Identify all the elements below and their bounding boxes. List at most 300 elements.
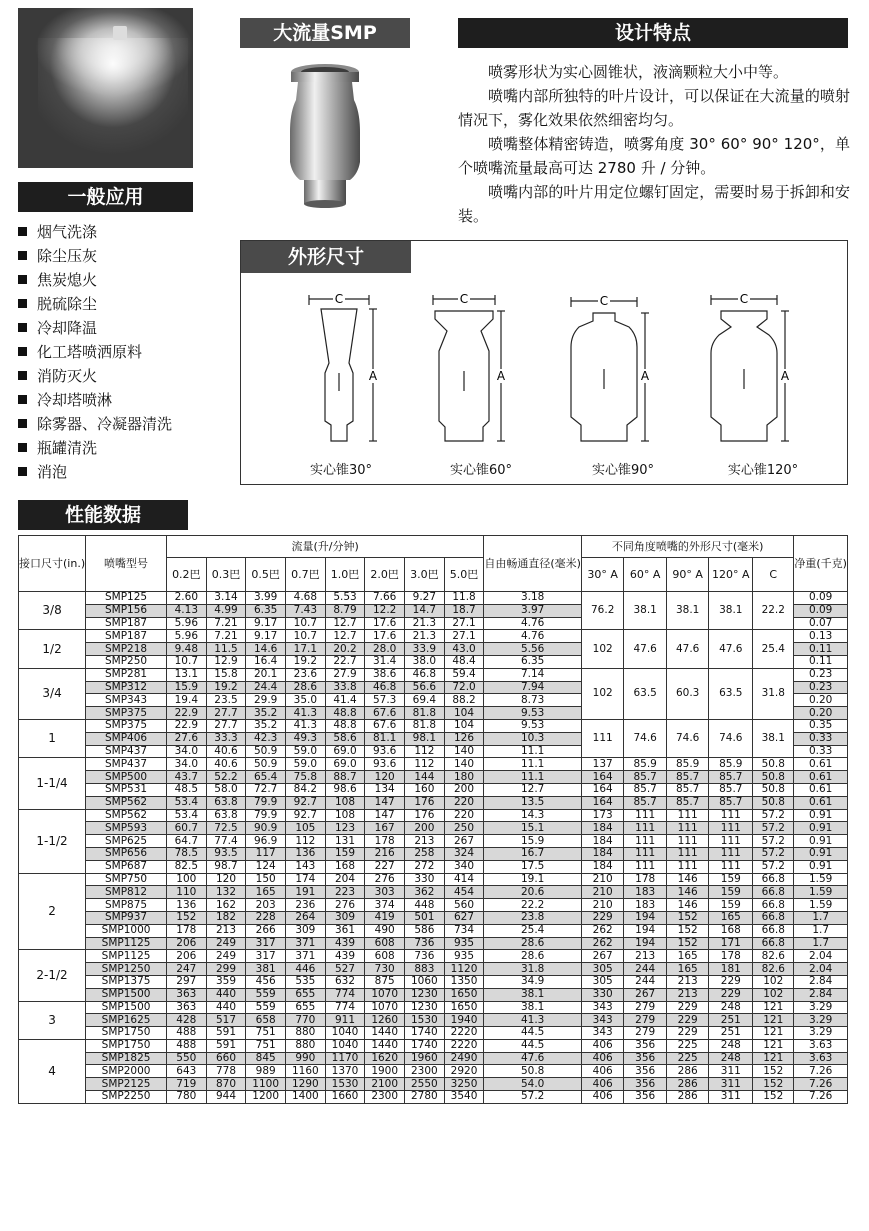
model-cell: SMP375 bbox=[86, 707, 167, 720]
flow-cell: 324 bbox=[444, 847, 484, 860]
dimension-cell: 225 bbox=[666, 1039, 708, 1052]
dimension-cell: 111 bbox=[666, 860, 708, 873]
table-row bbox=[19, 886, 848, 899]
dimension-cell: 248 bbox=[709, 1052, 753, 1065]
flow-cell: 309 bbox=[286, 924, 326, 937]
dimension-cell: 184 bbox=[581, 847, 623, 860]
table-row bbox=[19, 963, 848, 976]
flow-cell: 870 bbox=[206, 1078, 246, 1091]
model-cell: SMP812 bbox=[86, 886, 167, 899]
flow-cell: 200 bbox=[444, 783, 484, 796]
model-cell: SMP375 bbox=[86, 719, 167, 732]
dimension-cell: 178 bbox=[709, 950, 753, 963]
flow-cell: 935 bbox=[444, 937, 484, 950]
flow-cell: 845 bbox=[246, 1052, 286, 1065]
flow-cell: 774 bbox=[325, 1001, 365, 1014]
flow-cell: 655 bbox=[286, 1001, 326, 1014]
flow-cell: 1170 bbox=[325, 1052, 365, 1065]
free-passage-cell: 9.53 bbox=[484, 719, 582, 732]
flow-cell: 559 bbox=[246, 988, 286, 1001]
dimension-cell: 38.1 bbox=[624, 592, 666, 630]
dimensions-header: 外形尺寸 bbox=[241, 241, 411, 273]
model-cell: SMP2250 bbox=[86, 1091, 167, 1104]
dimension-cell: 165 bbox=[666, 950, 708, 963]
flow-cell: 586 bbox=[405, 924, 445, 937]
weight-cell: 2.04 bbox=[794, 963, 848, 976]
design-features-text bbox=[458, 60, 850, 228]
flow-cell: 1620 bbox=[365, 1052, 405, 1065]
dimension-cell: 74.6 bbox=[666, 719, 708, 757]
weight-cell: 1.7 bbox=[794, 911, 848, 924]
flow-cell: 591 bbox=[206, 1027, 246, 1040]
flow-cell: 608 bbox=[365, 950, 405, 963]
flow-cell: 143 bbox=[286, 860, 326, 873]
dimension-cell: 76.2 bbox=[581, 592, 623, 630]
flow-cell: 643 bbox=[166, 1065, 206, 1078]
flow-cell: 58.6 bbox=[325, 732, 365, 745]
flow-cell: 165 bbox=[246, 886, 286, 899]
flow-cell: 81.8 bbox=[405, 707, 445, 720]
free-passage-cell: 44.5 bbox=[484, 1039, 582, 1052]
flow-cell: 216 bbox=[365, 847, 405, 860]
dimension-cell: 85.7 bbox=[709, 783, 753, 796]
free-passage-cell: 38.1 bbox=[484, 988, 582, 1001]
flow-cell: 730 bbox=[365, 963, 405, 976]
flow-cell: 136 bbox=[286, 847, 326, 860]
table-row bbox=[19, 1001, 848, 1014]
flow-cell: 527 bbox=[325, 963, 365, 976]
dimension-cell: 164 bbox=[581, 771, 623, 784]
table-row bbox=[19, 911, 848, 924]
flow-cell: 419 bbox=[365, 911, 405, 924]
flow-cell: 213 bbox=[405, 835, 445, 848]
flow-cell: 120 bbox=[365, 771, 405, 784]
weight-cell: 0.91 bbox=[794, 822, 848, 835]
dimension-cell: 152 bbox=[666, 911, 708, 924]
model-cell: SMP1125 bbox=[86, 937, 167, 950]
flow-cell: 627 bbox=[444, 911, 484, 924]
dimension-cell: 356 bbox=[624, 1065, 666, 1078]
dimension-cell: 343 bbox=[581, 1001, 623, 1014]
flow-cell: 736 bbox=[405, 950, 445, 963]
flow-cell: 46.8 bbox=[405, 668, 445, 681]
dimension-cell: 66.8 bbox=[753, 873, 794, 886]
flow-cell: 1120 bbox=[444, 963, 484, 976]
dimension-cell: 85.7 bbox=[709, 771, 753, 784]
flow-cell: 79.9 bbox=[246, 809, 286, 822]
flow-cell: 488 bbox=[166, 1039, 206, 1052]
flow-cell: 50.9 bbox=[246, 745, 286, 758]
model-cell: SMP625 bbox=[86, 835, 167, 848]
flow-cell: 108 bbox=[325, 809, 365, 822]
flow-cell: 168 bbox=[325, 860, 365, 873]
flow-cell: 64.7 bbox=[166, 835, 206, 848]
free-passage-cell: 25.4 bbox=[484, 924, 582, 937]
flow-cell: 48.4 bbox=[444, 655, 484, 668]
dimension-cell: 184 bbox=[581, 860, 623, 873]
flow-cell: 1370 bbox=[325, 1065, 365, 1078]
flow-cell: 41.4 bbox=[325, 694, 365, 707]
design-paragraph: 喷雾形状为实心圆锥状，液滴颗粒大小中等。 bbox=[488, 63, 789, 81]
flow-cell: 2.60 bbox=[166, 592, 206, 605]
dimension-cell: 343 bbox=[581, 1014, 623, 1027]
dimension-cell: 85.7 bbox=[624, 771, 666, 784]
table-row bbox=[19, 1078, 848, 1091]
flow-cell: 96.9 bbox=[246, 835, 286, 848]
table-row bbox=[19, 873, 848, 886]
flow-cell: 50.9 bbox=[246, 758, 286, 771]
flow-cell: 303 bbox=[365, 886, 405, 899]
dimension-cell: 111 bbox=[709, 822, 753, 835]
pressure-header: 5.0巴 bbox=[444, 558, 484, 592]
flow-cell: 751 bbox=[246, 1039, 286, 1052]
weight-cell: 1.59 bbox=[794, 899, 848, 912]
dimension-cell: 25.4 bbox=[753, 630, 794, 668]
weight-cell: 7.26 bbox=[794, 1078, 848, 1091]
application-item bbox=[18, 460, 172, 484]
flow-cell: 4.13 bbox=[166, 604, 206, 617]
dimension-cell: 194 bbox=[624, 937, 666, 950]
flow-cell: 59.0 bbox=[286, 758, 326, 771]
flow-cell: 98.1 bbox=[405, 732, 445, 745]
flow-cell: 46.8 bbox=[365, 681, 405, 694]
weight-cell: 0.11 bbox=[794, 643, 848, 656]
weight-cell: 2.84 bbox=[794, 988, 848, 1001]
flow-cell: 19.2 bbox=[206, 681, 246, 694]
flow-cell: 160 bbox=[405, 783, 445, 796]
dimension-cell: 210 bbox=[581, 899, 623, 912]
dimension-cell: 183 bbox=[624, 886, 666, 899]
dimension-cell: 164 bbox=[581, 796, 623, 809]
flow-cell: 220 bbox=[444, 796, 484, 809]
dimension-cell: 63.5 bbox=[624, 668, 666, 719]
weight-cell: 1.7 bbox=[794, 924, 848, 937]
flow-cell: 2550 bbox=[405, 1078, 445, 1091]
flow-cell: 42.3 bbox=[246, 732, 286, 745]
dimension-cell: 63.5 bbox=[709, 668, 753, 719]
dimension-cell: 356 bbox=[624, 1091, 666, 1104]
dimension-cell: 194 bbox=[624, 911, 666, 924]
flow-cell: 276 bbox=[325, 899, 365, 912]
dimension-cell: 171 bbox=[709, 937, 753, 950]
flow-cell: 7.66 bbox=[365, 592, 405, 605]
flow-cell: 18.7 bbox=[444, 604, 484, 617]
flow-cell: 12.2 bbox=[365, 604, 405, 617]
dimension-cell: 229 bbox=[666, 1027, 708, 1040]
flow-cell: 267 bbox=[444, 835, 484, 848]
model-cell: SMP593 bbox=[86, 822, 167, 835]
free-passage-cell: 5.56 bbox=[484, 643, 582, 656]
free-passage-cell: 28.6 bbox=[484, 937, 582, 950]
flow-cell: 1530 bbox=[325, 1078, 365, 1091]
angle-header: 30° A bbox=[581, 558, 623, 592]
flow-cell: 439 bbox=[325, 950, 365, 963]
product-header: 大流量SMP bbox=[240, 18, 410, 48]
flow-cell: 117 bbox=[246, 847, 286, 860]
dimension-cell: 159 bbox=[709, 886, 753, 899]
weight-cell: 0.33 bbox=[794, 745, 848, 758]
bullet-square-icon bbox=[18, 467, 27, 476]
model-cell: SMP187 bbox=[86, 630, 167, 643]
weight-cell: 0.33 bbox=[794, 732, 848, 745]
weight-cell: 0.13 bbox=[794, 630, 848, 643]
flow-cell: 12.7 bbox=[325, 630, 365, 643]
model-cell: SMP1250 bbox=[86, 963, 167, 976]
dimension-cell: 356 bbox=[624, 1039, 666, 1052]
pressure-header: 0.7巴 bbox=[286, 558, 326, 592]
dimension-drawing-30 bbox=[281, 291, 401, 481]
flow-cell: 14.6 bbox=[246, 643, 286, 656]
dimension-cell: 168 bbox=[709, 924, 753, 937]
flow-cell: 1650 bbox=[444, 1001, 484, 1014]
flow-cell: 43.7 bbox=[166, 771, 206, 784]
design-paragraph: 喷嘴内部的叶片用定位螺钉固定，需要时易于拆卸和安装。 bbox=[458, 183, 850, 225]
flow-cell: 989 bbox=[246, 1065, 286, 1078]
flow-cell: 660 bbox=[206, 1052, 246, 1065]
flow-cell: 57.3 bbox=[365, 694, 405, 707]
dimension-cell: 85.9 bbox=[624, 758, 666, 771]
flow-cell: 501 bbox=[405, 911, 445, 924]
weight-cell: 3.29 bbox=[794, 1027, 848, 1040]
flow-cell: 105 bbox=[286, 822, 326, 835]
flow-cell: 770 bbox=[286, 1014, 326, 1027]
dimension-cell: 229 bbox=[709, 988, 753, 1001]
flow-cell: 35.0 bbox=[286, 694, 326, 707]
flow-cell: 1070 bbox=[365, 1001, 405, 1014]
dimension-cell: 152 bbox=[666, 924, 708, 937]
flow-cell: 1260 bbox=[365, 1014, 405, 1027]
flow-cell: 60.7 bbox=[166, 822, 206, 835]
drawing-120-svg bbox=[703, 291, 823, 456]
flow-cell: 17.6 bbox=[365, 617, 405, 630]
free-passage-cell: 41.3 bbox=[484, 1014, 582, 1027]
table-row bbox=[19, 1014, 848, 1027]
dimension-cell: 229 bbox=[709, 975, 753, 988]
flow-cell: 213 bbox=[206, 924, 246, 937]
dimension-cell: 406 bbox=[581, 1091, 623, 1104]
dimension-cell: 159 bbox=[709, 899, 753, 912]
flow-cell: 34.0 bbox=[166, 745, 206, 758]
dimension-cell: 137 bbox=[581, 758, 623, 771]
application-item bbox=[18, 220, 172, 244]
model-cell: SMP187 bbox=[86, 617, 167, 630]
flow-cell: 10.7 bbox=[166, 655, 206, 668]
dimension-cell: 311 bbox=[709, 1065, 753, 1078]
flow-cell: 31.4 bbox=[365, 655, 405, 668]
flow-cell: 112 bbox=[286, 835, 326, 848]
flow-cell: 104 bbox=[444, 707, 484, 720]
weight-cell: 7.26 bbox=[794, 1091, 848, 1104]
dimension-drawing-90 bbox=[563, 291, 683, 481]
flow-cell: 2920 bbox=[444, 1065, 484, 1078]
free-passage-cell: 17.5 bbox=[484, 860, 582, 873]
flow-cell: 90.9 bbox=[246, 822, 286, 835]
free-passage-cell: 11.1 bbox=[484, 758, 582, 771]
flow-cell: 359 bbox=[206, 975, 246, 988]
dimension-cell: 406 bbox=[581, 1052, 623, 1065]
model-cell: SMP2125 bbox=[86, 1078, 167, 1091]
dimension-cell: 121 bbox=[753, 1039, 794, 1052]
flow-cell: 28.6 bbox=[286, 681, 326, 694]
flow-cell: 40.6 bbox=[206, 758, 246, 771]
flow-cell: 206 bbox=[166, 950, 206, 963]
flow-cell: 182 bbox=[206, 911, 246, 924]
flow-cell: 1740 bbox=[405, 1039, 445, 1052]
pressure-header: 0.3巴 bbox=[206, 558, 246, 592]
flow-cell: 272 bbox=[405, 860, 445, 873]
flow-cell: 59.0 bbox=[286, 745, 326, 758]
flow-cell: 23.6 bbox=[286, 668, 326, 681]
dimension-cell: 229 bbox=[666, 1001, 708, 1014]
application-label: 消泡 bbox=[37, 463, 68, 481]
flow-cell: 317 bbox=[246, 937, 286, 950]
table-row bbox=[19, 899, 848, 912]
dimension-cell: 159 bbox=[709, 873, 753, 886]
flow-cell: 112 bbox=[405, 745, 445, 758]
dimension-cell: 165 bbox=[709, 911, 753, 924]
free-passage-cell: 28.6 bbox=[484, 950, 582, 963]
flow-cell: 43.0 bbox=[444, 643, 484, 656]
dimension-cell: 102 bbox=[753, 988, 794, 1001]
table-row bbox=[19, 988, 848, 1001]
flow-cell: 34.0 bbox=[166, 758, 206, 771]
model-cell: SMP656 bbox=[86, 847, 167, 860]
flow-cell: 33.9 bbox=[405, 643, 445, 656]
dimension-cell: 38.1 bbox=[753, 719, 794, 757]
bullet-square-icon bbox=[18, 395, 27, 404]
drawing-caption: 实心锥30° bbox=[309, 463, 373, 478]
application-item bbox=[18, 268, 172, 292]
free-passage-cell: 16.7 bbox=[484, 847, 582, 860]
dimension-cell: 85.9 bbox=[709, 758, 753, 771]
flow-cell: 20.1 bbox=[246, 668, 286, 681]
dimension-cell: 181 bbox=[709, 963, 753, 976]
table-row bbox=[19, 1065, 848, 1078]
flow-cell: 363 bbox=[166, 1001, 206, 1014]
application-label: 脱硫除尘 bbox=[37, 295, 98, 313]
flow-cell: 204 bbox=[325, 873, 365, 886]
table-row bbox=[19, 975, 848, 988]
table-row bbox=[19, 771, 848, 784]
flow-cell: 126 bbox=[444, 732, 484, 745]
flow-cell: 264 bbox=[286, 911, 326, 924]
model-cell: SMP406 bbox=[86, 732, 167, 745]
application-item bbox=[18, 436, 172, 460]
flow-cell: 72.0 bbox=[444, 681, 484, 694]
application-item bbox=[18, 316, 172, 340]
flow-cell: 35.2 bbox=[246, 719, 286, 732]
weight-cell: 0.91 bbox=[794, 860, 848, 873]
dimension-cell: 111 bbox=[624, 860, 666, 873]
flow-cell: 140 bbox=[444, 758, 484, 771]
angle-header: 60° A bbox=[624, 558, 666, 592]
design-features-header: 设计特点 bbox=[458, 18, 848, 48]
dimension-cell: 85.7 bbox=[666, 771, 708, 784]
flow-cell: 1230 bbox=[405, 988, 445, 1001]
table-row bbox=[19, 847, 848, 860]
bullet-square-icon bbox=[18, 347, 27, 356]
flow-cell: 59.4 bbox=[444, 668, 484, 681]
flow-cell: 9.27 bbox=[405, 592, 445, 605]
flow-cell: 104 bbox=[444, 719, 484, 732]
flow-cell: 7.21 bbox=[206, 617, 246, 630]
flow-cell: 152 bbox=[166, 911, 206, 924]
flow-cell: 440 bbox=[206, 1001, 246, 1014]
weight-cell: 0.09 bbox=[794, 592, 848, 605]
free-passage-cell: 19.1 bbox=[484, 873, 582, 886]
weight-cell: 7.26 bbox=[794, 1065, 848, 1078]
flow-cell: 19.2 bbox=[286, 655, 326, 668]
dimension-cell: 229 bbox=[581, 911, 623, 924]
flow-cell: 632 bbox=[325, 975, 365, 988]
model-cell: SMP1625 bbox=[86, 1014, 167, 1027]
weight-cell: 0.35 bbox=[794, 719, 848, 732]
flow-cell: 27.7 bbox=[206, 719, 246, 732]
weight-cell: 0.91 bbox=[794, 847, 848, 860]
flow-cell: 52.2 bbox=[206, 771, 246, 784]
dimension-cell: 146 bbox=[666, 899, 708, 912]
flow-cell: 9.48 bbox=[166, 643, 206, 656]
connection-size-cell: 1-1/4 bbox=[19, 758, 86, 809]
flow-cell: 428 bbox=[166, 1014, 206, 1027]
dimension-cell: 194 bbox=[624, 924, 666, 937]
flow-cell: 15.8 bbox=[206, 668, 246, 681]
flow-cell: 559 bbox=[246, 1001, 286, 1014]
flow-cell: 1400 bbox=[286, 1091, 326, 1104]
flow-cell: 1060 bbox=[405, 975, 445, 988]
flow-cell: 53.4 bbox=[166, 796, 206, 809]
dimension-cell: 85.7 bbox=[624, 796, 666, 809]
free-passage-cell: 7.14 bbox=[484, 668, 582, 681]
flow-cell: 7.21 bbox=[206, 630, 246, 643]
weight-cell: 0.09 bbox=[794, 604, 848, 617]
flow-cell: 935 bbox=[444, 950, 484, 963]
free-passage-cell: 15.1 bbox=[484, 822, 582, 835]
application-label: 除尘压灰 bbox=[37, 247, 98, 265]
dimension-cell: 38.1 bbox=[709, 592, 753, 630]
dimension-cell: 85.7 bbox=[666, 796, 708, 809]
free-passage-cell: 20.6 bbox=[484, 886, 582, 899]
table-row bbox=[19, 1039, 848, 1052]
model-cell: SMP218 bbox=[86, 643, 167, 656]
flow-cell: 276 bbox=[365, 873, 405, 886]
free-passage-cell: 54.0 bbox=[484, 1078, 582, 1091]
dimension-cell: 66.8 bbox=[753, 886, 794, 899]
header-flow: 流量(升/分钟) bbox=[166, 536, 483, 558]
dimension-cell: 244 bbox=[624, 975, 666, 988]
flow-cell: 176 bbox=[405, 796, 445, 809]
dimension-cell: 111 bbox=[709, 860, 753, 873]
flow-cell: 249 bbox=[206, 937, 246, 950]
dimension-cell: 121 bbox=[753, 1001, 794, 1014]
table-row bbox=[19, 630, 848, 643]
flow-cell: 734 bbox=[444, 924, 484, 937]
free-passage-cell: 8.73 bbox=[484, 694, 582, 707]
flow-cell: 228 bbox=[246, 911, 286, 924]
flow-cell: 110 bbox=[166, 886, 206, 899]
flow-cell: 140 bbox=[444, 745, 484, 758]
flow-cell: 448 bbox=[405, 899, 445, 912]
connection-size-cell: 4 bbox=[19, 1039, 86, 1103]
flow-cell: 374 bbox=[365, 899, 405, 912]
flow-cell: 98.7 bbox=[206, 860, 246, 873]
pressure-header: 2.0巴 bbox=[365, 558, 405, 592]
flow-cell: 180 bbox=[444, 771, 484, 784]
model-cell: SMP312 bbox=[86, 681, 167, 694]
dimension-cell: 111 bbox=[666, 835, 708, 848]
free-passage-cell: 11.1 bbox=[484, 745, 582, 758]
flow-cell: 1100 bbox=[246, 1078, 286, 1091]
